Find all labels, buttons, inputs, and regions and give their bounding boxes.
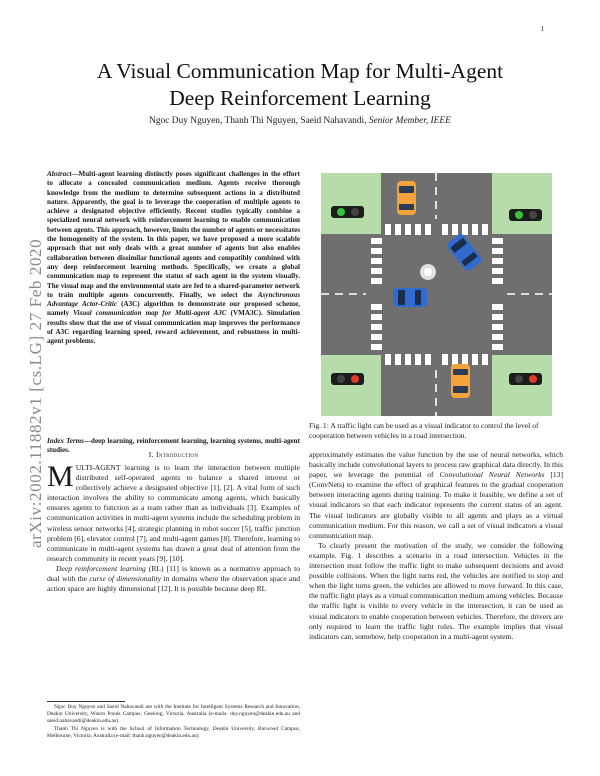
car-orange-bottom [451, 364, 470, 398]
grass-bottom-right [492, 355, 552, 416]
abstract-text-c: (VMA3C). Simulation results show that the use of visual communication map improves the performance of A3C regarding learning speed, reward achievement, and robustness in multi-agent problems. [47, 309, 300, 346]
traffic-light-top-left [331, 206, 364, 218]
intro-paragraph-1 [47, 460, 300, 564]
title-line-2: Deep Reinforcement Learning [169, 86, 431, 110]
author-role: Senior Member, IEEE [368, 116, 451, 126]
title-line-1: A Visual Communication Map for Multi-Agent [96, 59, 504, 83]
author-names: Ngoc Duy Nguyen, Thanh Thi Nguyen, Saeid Nahavandi, [149, 116, 367, 126]
abstract-text-a: —Multi-agent learning distinctly poses significant challenges in the effort to allocate a concealed communication medium. Agents receive thorough knowledge from the medium to determine subsequent actions in a distributed nature. Apparently, the goal is to leverage the cooperation of multiple agents to achieve a designated objective efficiently. Recent studies typically combine a specialized neural network with reinforcement learning to enable communication between agents. This approach, however, limits the number of agents or necessitates the homogeneity of the system. In this paper, we have proposed a more scalable approach that not only deals with a great number of agents but also enables collaboration between dissimilar functional agents and compatibly combined with any deep reinforcement learning methods. Specifically, we create a global communication map to represent the status of each agent in the system visually. The visual map and the environmental state are fed to a shared-parameter network to train multiple agents concurrently. Finally, we select the [47, 170, 301, 299]
introduction-text [47, 460, 300, 594]
footnote-1: Ngoc Duy Nguyen and Saeid Nahavandi are with the Institute for Intelligent Systems Research and Innovation, Deakin University, Waurn Ponds Campus, Geelong, Victoria, Australia (e-mails: duy.nguyen@deakin.edu.au and saeid.nahavandi@deakin.edu.au). [47, 704, 300, 725]
abstract [47, 170, 300, 347]
intro-p2-curse: curse of dimensionality [89, 574, 162, 584]
traffic-intersection-figure [321, 173, 552, 416]
grass-top-right [492, 173, 552, 234]
intro-p1-text: ULTI-AGENT learning is to learn the interaction between multiple distributed self-operated agents to balance a shared interest or collectively achieve a designated objective [1], [2]. A vital form of such interaction involves the ability to communicate among agents, which basically ensures agents to function as a team rather than as individuals [3]. Examples of communication activities in multi-agent systems include the scheduling problem in wireless sensor networks [4], strategic planning in robot soccer [5], traffic junction problem [6], elevator control [7], and multi-agent games [8]. Therefore, learning to communicate in multi-agent systems has drawn a great deal of attention from the research community in recent years [9], [10]. [47, 463, 300, 563]
car-orange-top [397, 181, 416, 215]
right-paragraph-2: To clearly present the motivation of the study, we consider the following example. Fig. 1 describes a scenario in a road intersection. Vehicles in the intersection must follow the traffic light to make subsequent decisions and avoid possible collisions. When the light turns red, the vehicles are notified to stop and when the light turns green, the vehicles are allowed to move forward. In this case, the traffic light plays as a virtual communication medium among vehicles. Because the traffic light is visible to every vehicle in the intersection, it can be used as visual indicators to enable cooperation between vehicles. Therefore, the drivers are only required to learn the traffic light rules. The example implies that visual indicators can, somehow, help cooperation in a multi-agent system. [309, 540, 563, 641]
intro-p2-text-a: (RL) [11] is known as a normative approach to deal with the [47, 563, 300, 584]
index-terms-text: —deep learning, reinforcement learning, learning systems, multi-agent studies. [47, 437, 300, 455]
right-column-text [309, 450, 563, 642]
right-p1-text-b: [13] (ConvNets) to examine the effect of graphical features to the gradual cooperation between interacting agents during training. To make it feasible, we define a set of visual indicators so that each indicator represents the current status of an agent. The visual indicators are globally visible to all agents and plays as a virtual communication medium. For this reason, we call a set of visual indicators a visual communication map. [309, 470, 563, 540]
figure-caption: Fig. 1: A traffic light can be used as a visual indicator to control the level of cooperation between vehicles in a road intersection. [309, 421, 539, 441]
traffic-light-bottom-right [509, 373, 542, 385]
traffic-light-bottom-left [331, 373, 364, 385]
footnotes [47, 704, 300, 740]
drop-cap: M [47, 460, 74, 493]
footnote-2: Thanh Thi Nguyen is with the School of Information Technology, Deakin University, Burwood Campus, Melbourne, Victoria, Australia (e-mail: thanh.nguyen@deakin.edu.au). [47, 725, 300, 739]
intro-paragraph-2 [47, 564, 300, 594]
intro-p2-text-b: in domains where the observation space and action space are highly dimensional [12]. It is possible because deep RL [47, 574, 300, 594]
right-p1-cnn: Convolutional Neural Networks [439, 470, 545, 480]
abstract-vma3c-name: Visual communication map for Multi-agent A3C [73, 309, 227, 318]
author-list [40, 116, 560, 126]
grass-top-left [321, 173, 381, 234]
arxiv-identifier-stamp: arXiv:2002.11882v1 [cs.LG] 27 Feb 2020 [26, 238, 45, 548]
footnote-divider [47, 701, 125, 702]
abstract-a3c-name: Asynchronous Advantage Actor-Critic [47, 290, 300, 309]
grass-bottom-left [321, 355, 381, 416]
section-heading-introduction: I. Introduction [148, 450, 199, 459]
right-p1-text-a: approximately estimates the value function by the use of neural networks, which basically include convolutional layers to process raw graphical data directly. In this paper, we leverage the potential of [309, 450, 563, 480]
page-number: 1 [540, 25, 544, 33]
paper-title [40, 58, 560, 112]
index-terms-label: Index Terms [47, 437, 84, 445]
right-paragraph-1 [309, 450, 563, 541]
traffic-light-top-right [509, 209, 542, 221]
car-blue-left [393, 288, 427, 307]
abstract-label: Abstract [47, 170, 72, 178]
abstract-text-b: (A3C) algorithm to demonstrate our proposed scheme, namely [47, 300, 300, 318]
intro-p2-term: Deep reinforcement learning [56, 563, 146, 573]
